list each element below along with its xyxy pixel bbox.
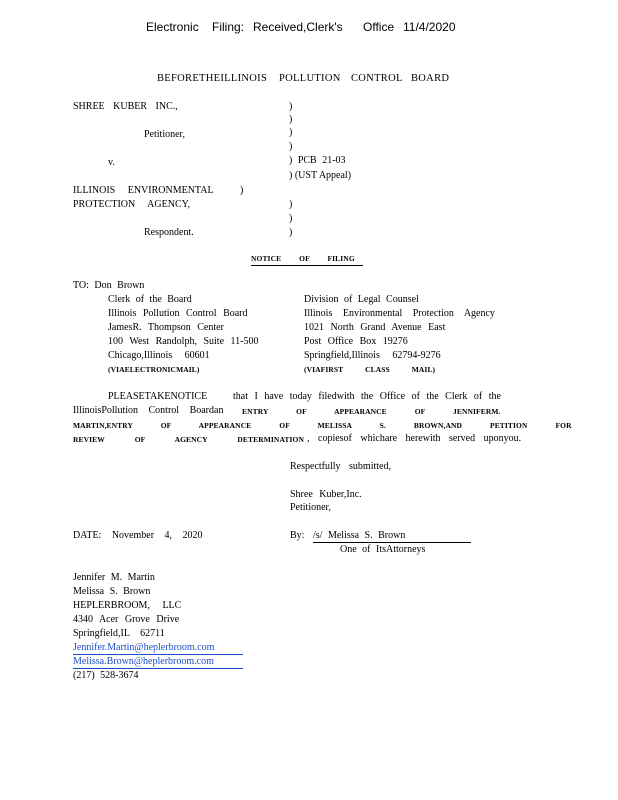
address-right-delivery: (VIAFIRST CLASS MAIL) bbox=[304, 365, 436, 374]
petitioner-label: Petitioner, bbox=[144, 129, 185, 140]
address-left-line: Chicago,Illinois 60601 bbox=[108, 350, 210, 361]
petitioner-name: SHREE KUBER INC., bbox=[73, 101, 178, 112]
stamp-filing: Filing: bbox=[212, 20, 245, 34]
versus-label: v. bbox=[108, 157, 115, 168]
address-right-line: Springfield,Illinois 62794-9276 bbox=[304, 350, 441, 361]
caption-paren: ) bbox=[289, 213, 293, 224]
respectfully-submitted: Respectfully submitted, bbox=[290, 461, 391, 472]
stamp-received: Received,Clerk's bbox=[253, 20, 343, 34]
address-left-delivery: (VIAELECTRONICMAIL) bbox=[108, 365, 200, 374]
notice-lead: PLEASETAKENOTICE bbox=[108, 391, 208, 402]
case-type: ) (UST Appeal) bbox=[289, 170, 352, 181]
stamp-date: 11/4/2020 bbox=[403, 20, 456, 34]
address-right-line: Post Office Box 19276 bbox=[304, 336, 408, 347]
case-number: ) PCB 21-03 bbox=[289, 155, 346, 166]
address-right-line: 1021 North Grand Avenue East bbox=[304, 322, 446, 333]
counsel-line: HEPLERBROOM, LLC bbox=[73, 600, 182, 611]
respondent-line-1: ILLINOIS ENVIRONMENTAL bbox=[73, 185, 214, 196]
caption-paren: ) bbox=[289, 114, 293, 125]
caption-paren: ) bbox=[289, 141, 293, 152]
board-title-before: BEFORETHEILLINOIS bbox=[157, 73, 268, 84]
board-title-pollution: POLLUTION bbox=[279, 73, 341, 84]
address-left-line: Clerk of the Board bbox=[108, 294, 192, 305]
signoff-by: By: bbox=[290, 530, 305, 541]
stamp-electronic: Electronic bbox=[146, 20, 199, 34]
notice-line-2b: ENTRY OF APPEARANCE OF JENNIFERM. bbox=[242, 407, 501, 416]
stamp-office: Office bbox=[363, 20, 395, 34]
counsel-line: 4340 Acer Grove Drive bbox=[73, 614, 180, 625]
board-title-control: CONTROL bbox=[351, 73, 403, 84]
notice-title: NOTICE OF FILING bbox=[251, 253, 363, 266]
caption-paren: ) bbox=[289, 101, 293, 112]
notice-line-4a: REVIEW OF AGENCY DETERMINATION bbox=[73, 435, 304, 444]
notice-line-3-text: MARTIN,ENTRY OF APPEARANCE OF MELISSA S. BROWN,AND PETITION FOR bbox=[73, 421, 572, 430]
attorneys-label: One of ItsAttorneys bbox=[340, 544, 426, 555]
counsel-line: Melissa S. Brown bbox=[73, 586, 151, 597]
email-link-martin[interactable]: Jennifer.Martin@heplerbroom.com bbox=[73, 642, 243, 655]
email-link-brown[interactable]: Melissa.Brown@heplerbroom.com bbox=[73, 656, 243, 669]
counsel-line: Springfield,IL 62711 bbox=[73, 628, 165, 639]
signoff-date: DATE: November 4, 2020 bbox=[73, 530, 203, 541]
notice-line-4b: , copiesof whichare herewith served uponyou. bbox=[307, 433, 522, 444]
address-left-line: Illinois Pollution Control Board bbox=[108, 308, 248, 319]
address-right-line: Division of Legal Counsel bbox=[304, 294, 419, 305]
caption-paren: ) bbox=[289, 127, 293, 138]
address-left-line: 100 West Randolph, Suite 11-500 bbox=[108, 336, 259, 347]
signoff-role: Petitioner, bbox=[290, 502, 331, 513]
signature-line: /s/ Melissa S. Brown bbox=[313, 530, 471, 543]
caption-paren: ) bbox=[240, 185, 244, 196]
signoff-org: Shree Kuber,Inc. bbox=[290, 489, 362, 500]
caption-paren: ) bbox=[289, 199, 293, 210]
counsel-phone: (217) 528-3674 bbox=[73, 670, 139, 681]
caption-paren: ) bbox=[289, 227, 293, 238]
address-right-line: Illinois Environmental Protection Agency bbox=[304, 308, 495, 319]
address-left-line: JamesR. Thompson Center bbox=[108, 322, 224, 333]
respondent-line-2: PROTECTION AGENCY, bbox=[73, 199, 191, 210]
notice-line-3 bbox=[73, 420, 572, 432]
counsel-line: Jennifer M. Martin bbox=[73, 572, 155, 583]
notice-line-2a: IllinoisPollution Control Boardan bbox=[73, 405, 224, 416]
respondent-label: Respondent. bbox=[144, 227, 194, 238]
board-title-board: BOARD bbox=[411, 73, 450, 84]
notice-line-1: that I have today filedwith the Office of the Clerk of the bbox=[233, 391, 501, 402]
to-recipient: TO: Don Brown bbox=[73, 280, 145, 291]
